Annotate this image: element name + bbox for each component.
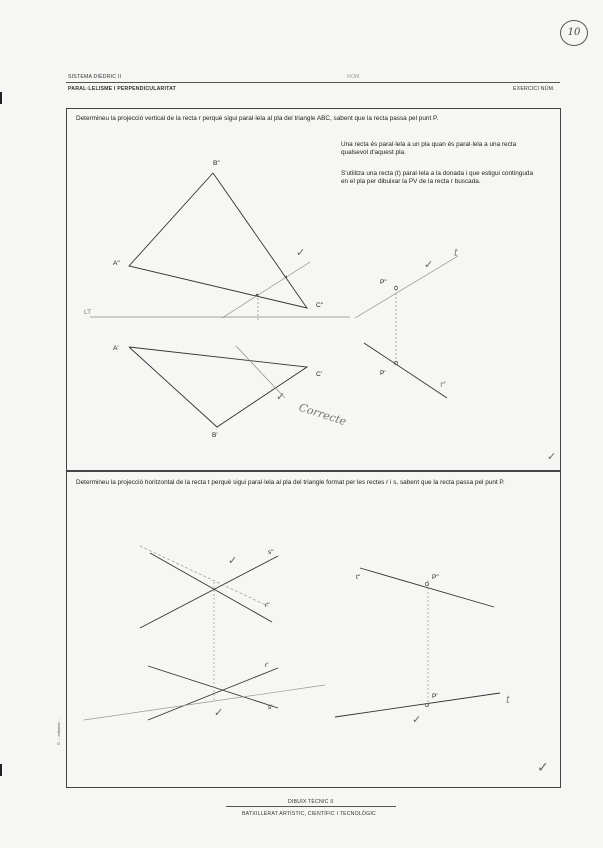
line-s-horizontal-ex2: [148, 666, 278, 708]
check-mark-icon: ✓: [424, 258, 434, 271]
line-s-vertical: [140, 556, 278, 628]
check-mark-icon: ✓: [296, 246, 306, 259]
exercise-1-note-1: Una recta és paral·lela a un pla quan és paral·lela a una recta qualsevol d'aquest pla.: [341, 141, 517, 157]
handwritten-r-horizontal: r': [440, 380, 447, 389]
header-topic: PARAL·LELISME I PERPENDICULARITAT: [68, 86, 177, 92]
check-mark-icon: ✓: [276, 390, 286, 403]
handwritten-t: t: [454, 248, 459, 259]
exercise-2-statement: Determineu la projecció horitzontal de la recta t perquè sigui paral·lela al pla del triangle format per les rectes r i s, sabent que la recta passa pel punt P.: [76, 479, 505, 486]
label-r-horizontal: r': [265, 662, 269, 669]
check-mark-icon: ✓: [228, 554, 238, 567]
header-system: SISTEMA DIÈDRIC II: [68, 74, 122, 80]
header-center-label: NOM: [347, 74, 360, 80]
line-t-vertical-ex2: [360, 568, 494, 607]
label-a-horizontal: A': [113, 345, 119, 352]
intersection-point: [285, 276, 287, 278]
line-r-vertical: [355, 256, 458, 318]
label-r-vertical: r": [265, 602, 270, 609]
label-p-horizontal-ex2: P': [432, 693, 438, 700]
line-r-vertical-ex2: [150, 553, 272, 622]
triangle-vertical-projection: [129, 173, 307, 308]
exercise-1-statement: Determineu la projecció vertical de la recta r perquè sigui paral·lela al pla del triangle ABC, sabent que la recta passa pel punt P.: [76, 115, 439, 122]
page-number-circle: 10: [560, 20, 588, 46]
triangle-horizontal-projection: [129, 347, 307, 427]
label-a-vertical: A": [113, 260, 120, 267]
check-mark-icon: ✓: [412, 713, 422, 726]
line-r-horizontal: [364, 343, 447, 398]
handwritten-t-ex2: t: [506, 695, 511, 706]
label-s-vertical: s": [268, 549, 274, 556]
publisher-side-note: © ... editorial ...: [56, 718, 61, 745]
label-ground-line: LT: [84, 309, 92, 316]
label-s-horizontal: s': [268, 704, 273, 711]
line-r-horizontal-ex2: [148, 668, 278, 720]
label-p-vertical-ex2: P": [432, 574, 439, 581]
label-c-vertical: C": [316, 302, 324, 309]
footer-rule: [226, 806, 396, 807]
footer-subject: DIBUIX TÈCNIC II: [288, 799, 334, 805]
check-mark-icon: ✓: [214, 706, 224, 719]
label-t-vertical: t": [356, 574, 361, 581]
label-b-vertical: B": [213, 160, 220, 167]
handwritten-correct: Correcte: [297, 400, 348, 429]
label-b-horizontal: B': [212, 432, 218, 439]
construction-line-ex2: [84, 685, 325, 720]
construction-line-t-vertical: [222, 262, 310, 318]
header-exercise: EXERCICI NÚM.: [513, 86, 555, 92]
construction-line-ex2: [140, 546, 268, 606]
intersection-point: [256, 294, 258, 296]
check-mark-icon: ✓: [547, 450, 557, 463]
check-mark-icon: ✓: [537, 760, 549, 776]
label-c-horizontal: C': [316, 371, 323, 378]
footer-course: BATXILLERAT ARTÍSTIC, CIENTÍFIC I TECNOLÒGIC: [242, 811, 376, 817]
label-p-vertical: P": [380, 279, 387, 286]
label-p-horizontal: P': [380, 370, 386, 377]
exercise-1-note-2: S'utilitza una recta (t) paral·lela a la donada i que estigui continguda en el pla per dibuixar la PV de la recta r buscada.: [341, 170, 533, 186]
